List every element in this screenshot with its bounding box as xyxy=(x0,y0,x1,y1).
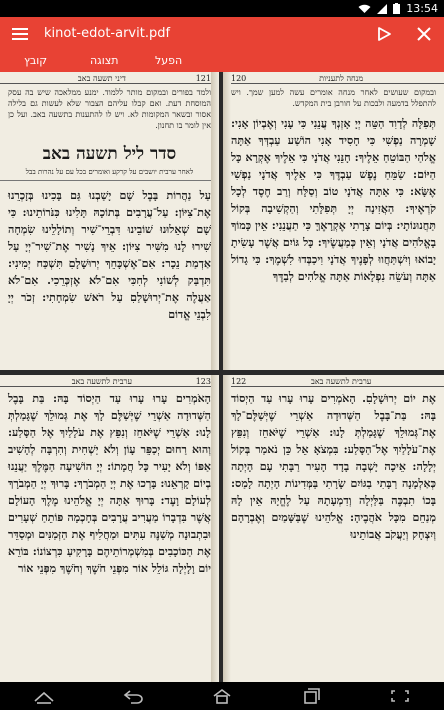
page-gutter xyxy=(223,72,231,370)
section-subtitle: לאחר ערבית יושבים על קרקע ואומרים בכל עם על נהרות בבל xyxy=(25,168,194,176)
running-head: ערבית לתשעה באב xyxy=(71,377,133,386)
running-head: מנחה לתעניות xyxy=(319,74,364,83)
page-gutter xyxy=(211,72,219,370)
page-gutter xyxy=(223,375,231,682)
app-bar xyxy=(0,17,444,50)
page-number: 121 xyxy=(195,74,211,83)
intro-text: ובמקום שעושים לאחר מנחה אומרים עשה למען שמך. ויש להתפלל בדמעה ולבכות על חורבן בית המקדש. xyxy=(231,88,436,108)
page-header xyxy=(0,72,219,84)
page-120 xyxy=(223,72,444,370)
page-number: 120 xyxy=(231,74,247,83)
verse-text: אֶת יוֹם יְרוּשָׁלָםִ. הָאֹמְרִים עָרוּ עָרוּ עַד הַיְסוֹד בָּהּ: בַּת־בָּבֶל הַשְּׁדוּדָה אַשְׁרֵי שֶׁיְּשַׁלֶּם־לָךְ אֶת־גְּמוּלֵךְ שֶׁגָּמַלְתְּ לָנוּ: אַשְׁרֵי שֶׁיֹּאחֵז וְנִפֵּץ אֶת־עֹלָלַיִךְ אֶל־הַסָּלַע: בִּמְצֹאָ אֵל כֵּן נֹאמַר בְּקוֹל יְלָלָה: אֵיכָה יָשְׁבָה בָדָד הָעִיר רַבָּתִי עָם הָיְתָה כְּאַלְמָנָה רַבָּתִי בַגּוֹיִם שָׂרָתִי בַּמְּדִינוֹת הָיְתָה לָמַס: בָּכוֹ תִבְכֶּה בַּלַּיְלָה וְדִמְעָתָהּ עַל לֶחֱיָהּ אֵין לָהּ מְנַחֵם מִכָּל אֹהֲבֶיהָ: אֱלֹהֵינוּ שֶׁבַּשָּׁמַיִם וְאֶבְרָהָם וְיִצְחָק וְיַעֲקֹב אֲבוֹתֵינוּ xyxy=(231,392,436,541)
pdf-viewer[interactable] xyxy=(0,72,444,682)
recent-apps-icon[interactable] xyxy=(300,688,322,704)
verse-text: עַל נַהֲרוֹת בָּבֶל שָׁם יָשַׁבְנוּ גַּם בָּכִינוּ בְּזָכְרֵנוּ אֶת־צִיּוֹן: עַל־עֲרָבִים בְּתוֹכָהּ תָּלִינוּ כִּנֹּרוֹתֵינוּ: כִּי שָׁם שְׁאֵלוּנוּ שׁוֹבֵינוּ דִּבְרֵי־שִׁיר וְתוֹלָלֵינוּ שִׂמְחָה שִׁירוּ לָנוּ מִשִּׁיר צִיּוֹן: אֵיךְ נָשִׁיר אֶת־שִׁיר־יְיָ עַל אַדְמַת נֵכָר: אִם־אֶשְׁכָּחֵךְ יְרוּשָׁלָםִ תִּשְׁכַּח יְמִינִי: תִּדְבַּק לְשׁוֹנִי לְחִכִּי אִם־לֹא אֶזְכְּרֵכִי. אִם־לֹא אַעֲלֶה אֶת־יְרוּשָׁלַםִ עַל רֹאשׁ שִׂמְחָתִי: זְכֹר יְיָ לִבְנֵי אֱדוֹם xyxy=(8,189,211,321)
back-icon[interactable] xyxy=(122,688,144,704)
battery-icon xyxy=(393,3,400,14)
page-header xyxy=(223,375,444,387)
hamburger-icon xyxy=(12,28,28,40)
page-header xyxy=(0,375,219,387)
divider xyxy=(0,180,219,181)
document-title: kinot-edot-arvit.pdf xyxy=(44,26,171,41)
page-number: 123 xyxy=(195,377,211,386)
close-icon xyxy=(417,27,431,41)
play-button[interactable] xyxy=(364,17,404,50)
page-121 xyxy=(0,72,219,370)
status-bar xyxy=(0,0,444,17)
clock: 13:54 xyxy=(406,2,438,15)
screenshot-icon[interactable] xyxy=(389,688,411,704)
page-122 xyxy=(223,375,444,682)
navigation-bar xyxy=(0,682,444,710)
verse-text: הָאֹמְרִים עָרוּ עָרוּ עַד הַיְסוֹד בָּהּ: בַּת בָּבֶל הַשְּׁדוּדָה אַשְׁרֵי שֶׁיְּשַׁלֶּם לָךְ אֶת גְּמוּלֵךְ שֶׁגָּמַלְתְּ לָנוּ: אַשְׁרֵי שֶׁיֹּאחֵז וְנִפֵּץ אֶת עֹלָלַיִךְ אֶל הַסָּלַע: וְהוּא רַחוּם יְכַפֵּר עָוֹן וְלֹא יַשְׁחִית וְהִרְבָּה לְהָשִׁיב אַפּוֹ וְלֹא יָעִיר כָּל חֲמָתוֹ: יְיָ הוֹשִׁיעָה הַמֶּלֶךְ יַעֲנֵנוּ בְיוֹם קָרְאֵנוּ: בָּרְכוּ אֶת יְיָ הַמְבֹרָךְ: בָּרוּךְ יְיָ הַמְבֹרָךְ לְעוֹלָם וָעֶד: בָּרוּךְ אַתָּה יְיָ אֱלֹהֵינוּ מֶלֶךְ הָעוֹלָם אֲשֶׁר בִּדְבָרוֹ מַעֲרִיב עֲרָבִים בְּחָכְמָה פּוֹתֵחַ שְׁעָרִים וּבִתְבוּנָה מְשַׁנֶּה עִתִּים וּמַחֲלִיף אֶת הַזְּמַנִּים וּמְסַדֵּר אֶת הַכּוֹכָבִים בְּמִשְׁמְרוֹתֵיהֶם בָּרָקִיעַ כִּרְצוֹנוֹ: בּוֹרֵא יוֹם וָלָיְלָה גּוֹלֵל אוֹר מִפְּנֵי חֹשֶׁךְ וְחֹשֶׁךְ מִפְּנֵי אוֹר xyxy=(8,392,211,575)
menu-bar xyxy=(0,50,444,72)
page-gutter xyxy=(211,375,219,682)
signal-icon xyxy=(377,4,387,14)
page-123 xyxy=(0,375,219,682)
close-button[interactable] xyxy=(404,17,444,50)
page-header xyxy=(223,72,444,84)
menu-view[interactable]: תצוגה xyxy=(90,54,119,67)
menu-button[interactable] xyxy=(0,17,40,50)
intro-text: ולמד בפורים ובמקום מותר ללמוד. ימנע ממלאכה שיש בה עסק המוסחת דעת. ואם קבלו עליהם הצבור שלא לעשות גם בלילה אסור ובשאר המקומות לא. ויש לו להתענות בתשעה באב. ועל כן אין לומר בו תחנון. xyxy=(8,88,211,130)
verse-text: תְּפִלָּה לְדָוִד הַטֵּה יְיָ אָזְנְךָ עֲנֵנִי כִּי עָנִי וְאֶבְיוֹן אָנִי: שָׁמְרָה נַפְשִׁי כִּי חָסִיד אָנִי הוֹשַׁע עַבְדְּךָ אַתָּה אֱלֹהַי הַבּוֹטֵחַ אֵלֶיךָ: חָנֵּנִי אֲדֹנָי כִּי אֵלֶיךָ אֶקְרָא כָּל הַיּוֹם: שַׂמֵּחַ נֶפֶשׁ עַבְדֶּךָ כִּי אֵלֶיךָ אֲדֹנָי נַפְשִׁי אֶשָּׂא: כִּי אַתָּה אֲדֹנָי טוֹב וְסַלָּח וְרַב חֶסֶד לְכָל קֹרְאֶיךָ: הַאֲזִינָה יְיָ תְּפִלָּתִי וְהַקְשִׁיבָה בְּקוֹל תַּחֲנוּנוֹתָי: בְּיוֹם צָרָתִי אֶקְרָאֶךָּ כִּי תַעֲנֵנִי: אֵין כָּמוֹךָ בָאֱלֹהִים אֲדֹנָי וְאֵין כְּמַעֲשֶׂיךָ: כָּל גּוֹיִם אֲשֶׁר עָשִׂיתָ יָבוֹאוּ וְיִשְׁתַּחֲווּ לְפָנֶיךָ אֲדֹנָי וִיכַבְּדוּ לִשְׁמֶךָ: כִּי גָדוֹל אַתָּה וְעֹשֵׂה נִפְלָאוֹת אַתָּה אֱלֹהִים לְבַדֶּךָ xyxy=(231,117,436,283)
wifi-icon xyxy=(358,4,371,14)
home-icon[interactable] xyxy=(211,688,233,704)
running-head: דיני תשעה באב xyxy=(77,74,126,83)
section-title: סדר ליל תשעה באב xyxy=(42,144,177,164)
menu-file[interactable]: קובץ xyxy=(24,54,48,67)
running-head: ערבית לתשעה באב xyxy=(310,377,372,386)
play-icon xyxy=(377,27,391,41)
menu-run[interactable]: הפעל xyxy=(155,54,183,67)
page-number: 122 xyxy=(231,377,247,386)
home-up-icon[interactable] xyxy=(33,688,55,704)
